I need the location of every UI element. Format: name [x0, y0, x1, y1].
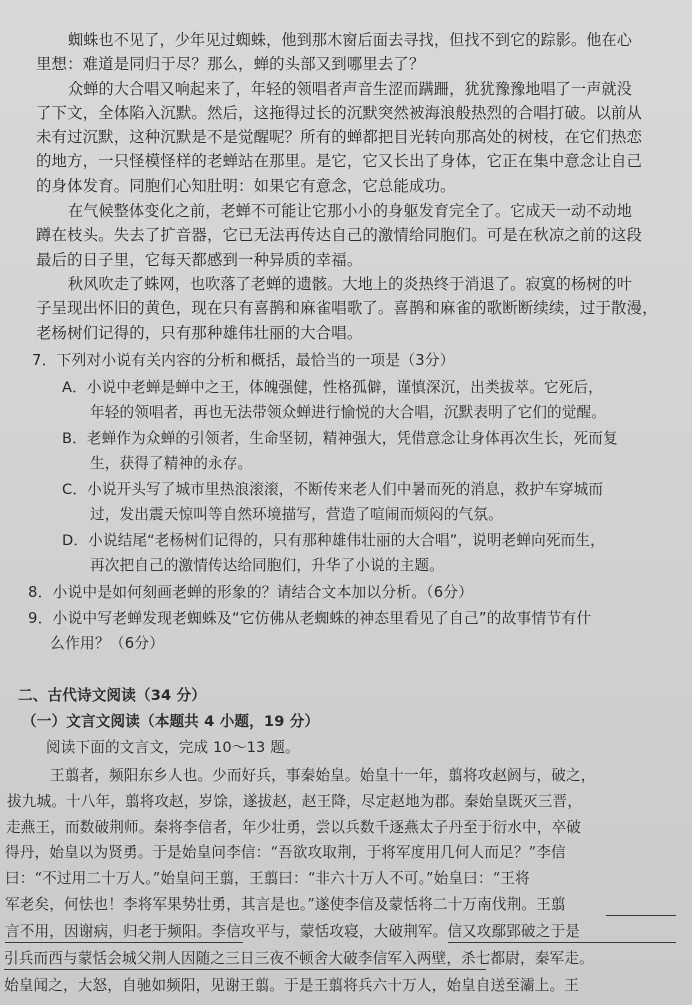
question-7-option-d: D．小说结尾“老杨树们记得的，只有那种雄伟壮丽的大合唱”，说明老蝉向死而生， [62, 532, 605, 549]
story-line: 秋风吹走了蛛网，也吹落了老蝉的遗骸。大地上的炎热终于消退了。寂寞的杨树的叶 [68, 275, 633, 293]
passage-line: 言不用，因谢病，归老于频阳。李信攻平与，蒙恬攻寝，大破荆军。信又攻鄢郢破之于是 [5, 923, 581, 940]
passage-line: 始皇闻之，大怒，自驰如频阳，见谢王翦。于是王翦将兵六十万人，始皇自送至灞上。王 [4, 977, 580, 994]
passage-line: 曰：“不过用二十万人。”始皇问王翦，王翦曰：“非六十万人不可。”始皇曰：“王将 [5, 870, 530, 887]
question-7-option-c: C．小说开头写了城市里热浪滚滚，不断传来老人们中暑而死的消息，救护车穿城而 [62, 481, 604, 498]
subsection-heading: （一）文言文阅读（本题共 4 小题，19 分） [22, 713, 320, 730]
question-7-stem: 7．下列对小说有关内容的分析和概括，最恰当的一项是（3分） [32, 352, 455, 369]
story-line: 最后的日子里，它每天都感到一种异质的幸福。 [36, 251, 363, 269]
story-line: 里想：难道是同归于尽？那么，蝉的头部又到哪里去了？ [36, 55, 425, 73]
story-line: 子呈现出怀旧的黄色，现在只有喜鹊和麻雀唱歌了。喜鹊和麻雀的歌断断续续，过于散漫， [36, 299, 658, 317]
passage-underline [606, 915, 676, 916]
passage-underline [4, 969, 486, 970]
passage-line: 走燕王，而数破荆师。秦将李信者，年少壮勇，尝以兵数千逐燕太子丹至于衍水中，卒破 [6, 819, 582, 836]
question-9: 么作用？（6分） [50, 635, 165, 652]
question-7-option-a: A．小说中老蝉是蝉中之王，体魄强健，性格孤僻，谨慎深沉，出类拔萃。它死后， [62, 379, 603, 396]
passage-line: 拔九城。十八年，翦将攻赵，岁馀，遂拔赵，赵王降，尽定赵地为郡。秦始皇既灭三晋， [7, 793, 583, 810]
story-line: 未有过沉默，这种沉默是不是觉醒呢？所有的蝉都把目光转向那高处的树枝，在它们热恋 [36, 128, 643, 146]
story-line: 老杨树们记得的，只有那种雄伟壮丽的大合唱。 [36, 324, 363, 342]
passage-line: 引兵而西与蒙恬会城父荆人因随之三日三夜不顿舍大破李信军入两壁，杀七都尉，秦军走。 [4, 950, 594, 967]
story-line: 蹲在枝头。失去了扩音器，它已无法再传达自己的激情给同胞们。可是在秋凉之前的这段 [36, 226, 643, 244]
passage-line: 王翦者，频阳东乡人也。少而好兵，事秦始皇。始皇十一年，翦将攻赵阏与，破之， [50, 767, 596, 784]
passage-underline [5, 942, 243, 943]
section-heading: 二、古代诗文阅读（34 分） [18, 687, 207, 704]
question-8: 8．小说中是如何刻画老蝉的形象的？请结合文本加以分析。（6分） [28, 584, 474, 601]
story-line: 在气候整体变化之前，老蝉不可能让它那小小的身躯发育完全了。它成天一动不动地 [68, 202, 633, 220]
passage-line: 得丹，始皇以为贤勇。于是始皇问李信：“吾欲攻取荆，于将军度用几何人而足？”李信 [5, 844, 566, 861]
passage-line: 军老矣，何怯也！李将军果势壮勇，其言是也。”遂使李信及蒙恬将二十万南伐荆。王翦 [5, 896, 566, 913]
question-7-option-b: B．老蝉作为众蝉的引领者，生命坚韧，精神强大，凭借意念让身体再次生长，死而复 [62, 430, 618, 447]
question-9: 9．小说中写老蝉发现老蜘蛛及“它仿佛从老蜘蛛的神态里看见了自己”的故事情节有什 [28, 610, 592, 627]
question-7-option-a: 年轻的领唱者，再也无法带领众蝉进行愉悦的大合唱，沉默表明了它们的觉醒。 [90, 404, 607, 421]
story-line: 蜘蛛也不见了，少年见过蜘蛛，他到那木窗后面去寻找，但找不到它的踪影。他在心 [68, 31, 633, 49]
question-7-option-c: 过，发出震天惊叫等自然环境描写，营造了喧闹而烦闷的气氛。 [90, 506, 503, 523]
question-7-option-d: 再次把自己的激情传达给同胞们，升华了小说的主题。 [90, 557, 444, 574]
question-7-option-b: 生，获得了精神的永存。 [90, 455, 253, 472]
reading-instruction: 阅读下面的文言文，完成 10～13 题。 [46, 739, 300, 756]
story-line: 了下文，全体陷入沉默。然后，这拖得过长的沉默突然被海浪般热烈的合唱打破。以前从 [36, 104, 643, 122]
story-line: 的身体发育。同胞们心知肚明：如果它有意念，它总能成功。 [36, 177, 456, 195]
passage-underline [448, 942, 676, 943]
story-line: 的地方，一只怪模怪样的老蝉站在那里。是它，它又长出了身体，它正在集中意念让自己 [36, 152, 643, 170]
story-line: 众蝉的大合唱又响起来了，年轻的领唱者声音生涩而蹒跚，犹犹豫豫地唱了一声就没 [68, 80, 633, 98]
